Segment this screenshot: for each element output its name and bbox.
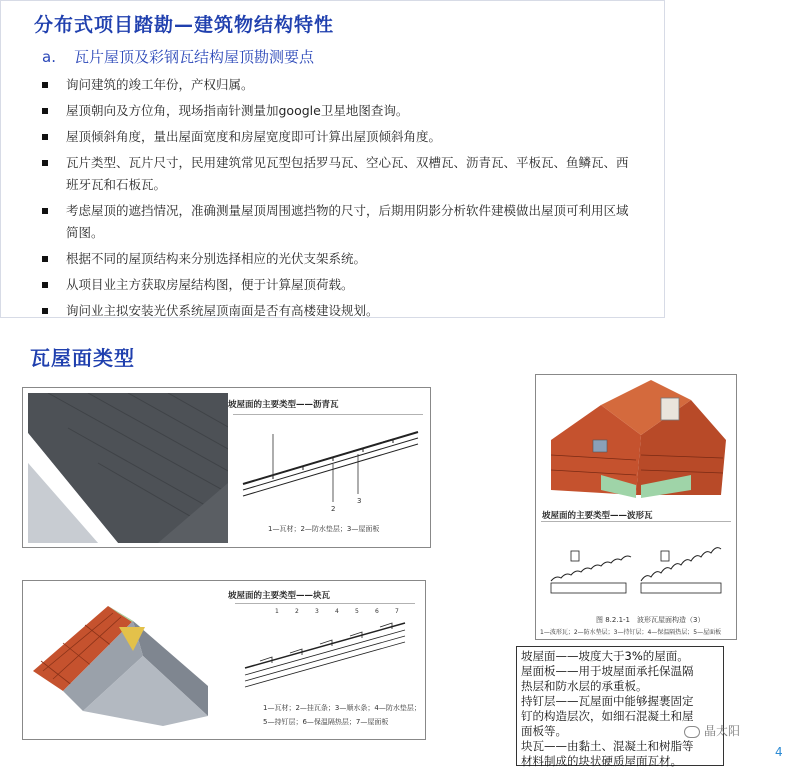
list-item: 从项目业主方获取房屋结构图，便于计算屋顶荷载。 bbox=[42, 274, 642, 296]
svg-text:6: 6 bbox=[375, 608, 379, 615]
svg-text:2: 2 bbox=[331, 505, 336, 513]
svg-text:4: 4 bbox=[335, 608, 339, 615]
note-line: 钉的构造层次，如细石混凝土和屋 bbox=[521, 709, 694, 723]
svg-text:2: 2 bbox=[295, 608, 299, 615]
wave-tile-render bbox=[541, 380, 731, 500]
bullet-square-icon bbox=[42, 308, 48, 314]
wave-caption: 坡屋面的主要类型——波形瓦 bbox=[542, 511, 653, 521]
roof-types-title: 瓦屋面类型 bbox=[30, 346, 135, 370]
definition-notes bbox=[516, 646, 724, 766]
block-caption: 坡屋面的主要类型——块瓦 bbox=[228, 591, 331, 601]
asphalt-roof-photo bbox=[28, 393, 228, 543]
bullet-square-icon bbox=[42, 160, 48, 166]
svg-text:3: 3 bbox=[315, 608, 319, 615]
list-item-continuation: 班牙瓦和石板瓦。 bbox=[66, 177, 167, 192]
wave-legend: 1—波形瓦；2—防水垫层；3—持钉层；4—保温隔热层；5—屋面板 bbox=[540, 629, 722, 636]
note-line: 块瓦——由黏土、混凝土和树脂等 bbox=[521, 739, 694, 753]
list-item-continuation: 简图。 bbox=[66, 225, 104, 240]
bullet-square-icon bbox=[42, 256, 48, 262]
note-line: 热层和防水层的承重板。 bbox=[521, 679, 648, 693]
section-heading bbox=[42, 46, 314, 67]
bullet-square-icon bbox=[42, 208, 48, 214]
list-item: 屋顶朝向及方位角，现场指南针测量加google卫星地图查询。 bbox=[42, 100, 642, 122]
block-section-drawing bbox=[235, 603, 415, 693]
asphalt-caption: 坡屋面的主要类型——沥青瓦 bbox=[228, 400, 339, 410]
list-item: 瓦片类型、瓦片尺寸，民用建筑常见瓦型包括罗马瓦、空心瓦、双槽瓦、沥青瓦、平板瓦、鱼鳞瓦、西 bbox=[42, 152, 642, 174]
watermark: 晶太阳 bbox=[684, 722, 740, 739]
note-line: 屋面板——用于坡屋面承托保温隔 bbox=[521, 664, 694, 678]
note-line: 材料制成的块状硬质屋面瓦材。 bbox=[521, 754, 682, 768]
bullet-list bbox=[42, 74, 642, 326]
asphalt-shingle-figure bbox=[22, 387, 431, 548]
block-legend-line1: 1—瓦材；2—挂瓦条；3—顺水条；4—防水垫层； bbox=[263, 704, 421, 712]
wave-legend-title: 图 8.2.1-1 波形瓦屋面构造（3） bbox=[596, 616, 705, 624]
block-tile-figure bbox=[22, 580, 426, 740]
asphalt-section-drawing bbox=[233, 414, 423, 524]
list-item: 根据不同的屋顶结构来分别选择相应的光伏支架系统。 bbox=[42, 248, 642, 270]
svg-text:1: 1 bbox=[275, 608, 279, 615]
wave-tile-figure bbox=[535, 374, 737, 640]
bullet-square-icon bbox=[42, 108, 48, 114]
list-item: 询问建筑的竣工年份，产权归属。 bbox=[42, 74, 642, 96]
bullet-square-icon bbox=[42, 282, 48, 288]
svg-text:3: 3 bbox=[357, 497, 362, 505]
wave-section-drawing bbox=[541, 521, 731, 611]
list-item: 屋顶倾斜角度，量出屋面宽度和房屋宽度即可计算出屋顶倾斜角度。 bbox=[42, 126, 642, 148]
bullet-square-icon bbox=[42, 134, 48, 140]
list-item: 考虑屋顶的遮挡情况，准确测量屋顶周围遮挡物的尺寸，后期用阴影分析软件建模做出屋顶可利用区域 bbox=[42, 200, 642, 222]
block-legend-line2: 5—持钉层；6—保温隔热层；7—屋面板 bbox=[263, 718, 389, 726]
note-line: 面板等。 bbox=[521, 724, 567, 738]
page-number: 4 bbox=[775, 745, 783, 759]
asphalt-legend: 1—瓦材；2—防水垫层；3—屋面板 bbox=[268, 525, 380, 533]
svg-text:7: 7 bbox=[395, 608, 399, 615]
block-tile-render bbox=[33, 601, 213, 731]
section-marker: a. bbox=[42, 48, 56, 66]
wechat-icon bbox=[684, 726, 700, 738]
bullet-square-icon bbox=[42, 82, 48, 88]
svg-text:5: 5 bbox=[355, 608, 359, 615]
section-heading-text: 瓦片屋顶及彩钢瓦结构屋顶勘测要点 bbox=[73, 48, 314, 66]
note-line: 持钉层——瓦屋面中能够握裹固定 bbox=[521, 694, 694, 708]
note-line: 坡屋面——坡度大于3%的屋面。 bbox=[521, 649, 689, 663]
page-title: 分布式项目踏勘—建筑物结构特性 bbox=[34, 14, 335, 36]
list-item: 询问业主拟安装光伏系统屋顶南面是否有高楼建设规划。 bbox=[42, 300, 642, 322]
